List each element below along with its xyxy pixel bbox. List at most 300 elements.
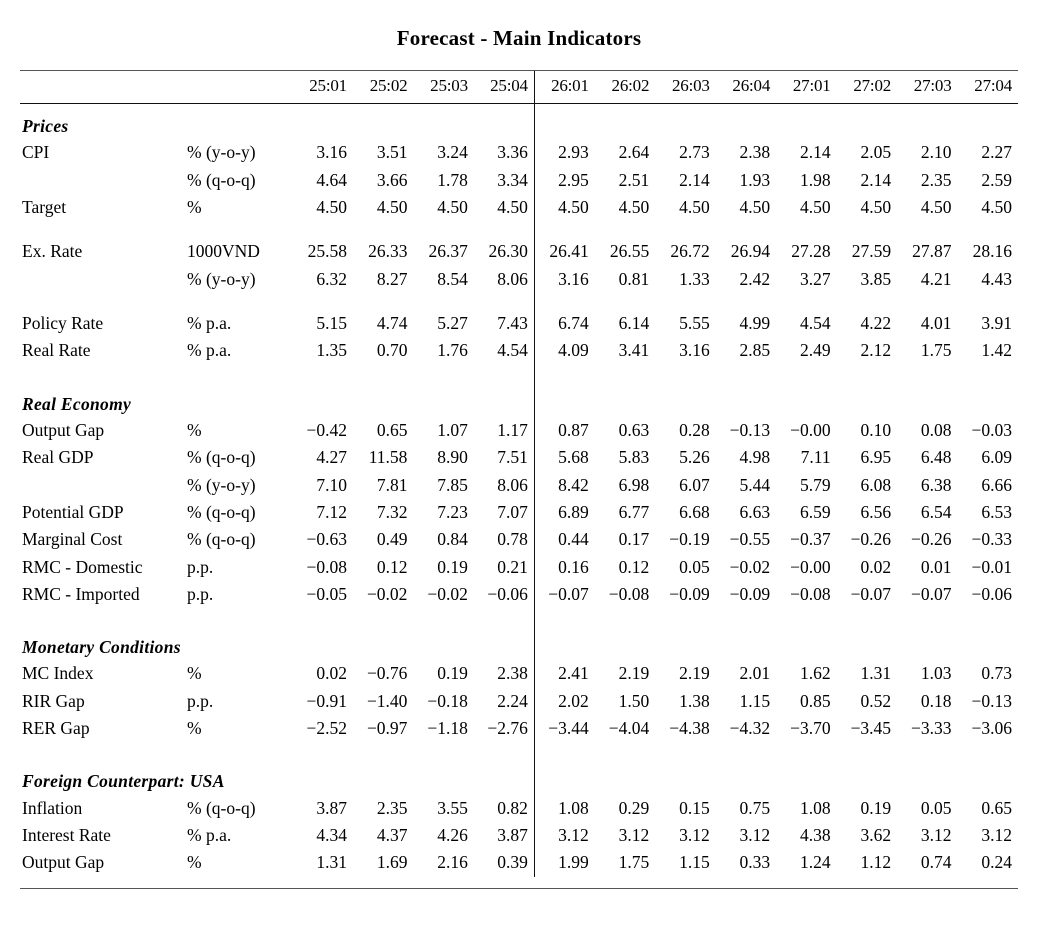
- column-header-27-04: 27:04: [974, 76, 1012, 95]
- data-cell: 2.64: [618, 142, 650, 163]
- data-cell: 1.38: [679, 690, 710, 711]
- data-cell: 1.35: [316, 340, 347, 361]
- data-cell: 4.01: [920, 313, 952, 334]
- data-cell: 8.42: [558, 474, 589, 495]
- data-cell: 0.49: [376, 529, 408, 550]
- data-cell: 1.78: [437, 169, 468, 190]
- row-label: Ex. Rate: [22, 241, 83, 262]
- data-cell: 7.51: [474, 444, 534, 471]
- data-cell: 27.28: [791, 241, 831, 262]
- data-cell: 0.21: [474, 554, 534, 581]
- data-cell: −0.02: [366, 584, 408, 605]
- table-row: [20, 660, 1018, 687]
- data-cell: 4.50: [558, 196, 589, 217]
- data-cell: 2.38: [739, 142, 771, 163]
- group-header-cell: [655, 759, 715, 794]
- forecast-table-container: [20, 70, 1018, 889]
- data-cell: 6.32: [316, 268, 347, 289]
- data-cell: 6.74: [558, 313, 589, 334]
- data-cell: 7.81: [376, 474, 408, 495]
- data-cell: 3.34: [474, 166, 534, 193]
- data-cell: 26.37: [428, 241, 468, 262]
- data-cell: 4.26: [437, 824, 468, 845]
- data-cell: 2.73: [679, 142, 710, 163]
- table-row: [20, 526, 1018, 553]
- data-cell: −0.08: [608, 584, 650, 605]
- data-cell: 0.29: [618, 797, 650, 818]
- data-cell: 7.32: [376, 501, 408, 522]
- group-header-cell: [716, 759, 776, 794]
- group-header-cell: [292, 104, 353, 139]
- data-cell: −0.63: [306, 529, 347, 550]
- data-cell: 0.70: [376, 340, 408, 361]
- group-header-cell: [292, 625, 353, 660]
- data-cell: 6.89: [558, 501, 589, 522]
- header-blank-label: [20, 71, 187, 104]
- data-cell: 0.82: [474, 794, 534, 821]
- group-header-cell: [776, 759, 836, 794]
- column-header-25-02: 25:02: [369, 76, 408, 95]
- data-cell: 6.07: [679, 474, 710, 495]
- data-cell: 8.90: [437, 447, 468, 468]
- data-cell: 4.50: [860, 196, 892, 217]
- data-cell: 0.02: [316, 663, 347, 684]
- data-cell: 3.12: [618, 824, 650, 845]
- data-cell: 3.12: [679, 824, 710, 845]
- data-cell: −4.04: [608, 718, 650, 739]
- data-cell: 0.73: [981, 663, 1012, 684]
- data-cell: 1.08: [799, 797, 831, 818]
- group-header-row: [20, 382, 1018, 417]
- data-cell: 0.19: [860, 797, 892, 818]
- data-cell: 1.24: [799, 852, 831, 873]
- row-label: Marginal Cost: [22, 529, 123, 550]
- data-cell: 5.79: [799, 474, 831, 495]
- group-header-row: [20, 625, 1018, 660]
- table-row: [20, 310, 1018, 337]
- data-cell: 1.42: [981, 340, 1012, 361]
- data-cell: −1.18: [427, 718, 468, 739]
- table-row: [20, 499, 1018, 526]
- data-cell: 0.52: [860, 690, 892, 711]
- group-header-cell: [776, 104, 836, 139]
- data-cell: −0.07: [911, 584, 952, 605]
- data-cell: −0.03: [971, 419, 1012, 440]
- data-cell: −0.02: [427, 584, 468, 605]
- row-unit: p.p.: [187, 556, 214, 577]
- data-cell: 27.59: [851, 241, 892, 262]
- column-header-26-02: 26:02: [611, 76, 650, 95]
- data-cell: 4.34: [316, 824, 347, 845]
- row-unit: % (y-o-y): [187, 142, 256, 163]
- group-header-cell: [837, 382, 897, 417]
- data-cell: 0.12: [376, 556, 408, 577]
- data-cell: 8.06: [474, 266, 534, 293]
- data-cell: 1.12: [860, 852, 892, 873]
- data-cell: 6.14: [618, 313, 650, 334]
- data-cell: 2.95: [558, 169, 589, 190]
- data-cell: 3.12: [920, 824, 952, 845]
- data-cell: 5.83: [618, 447, 650, 468]
- data-cell: 28.16: [972, 241, 1012, 262]
- data-cell: 1.76: [437, 340, 468, 361]
- group-header-cell: [534, 759, 594, 794]
- row-unit: p.p.: [187, 584, 214, 605]
- data-cell: 27.87: [912, 241, 952, 262]
- row-unit: %: [187, 852, 202, 873]
- data-cell: −0.08: [790, 584, 831, 605]
- data-cell: 4.27: [316, 447, 347, 468]
- data-cell: 6.08: [860, 474, 892, 495]
- data-cell: 26.33: [368, 241, 408, 262]
- data-cell: 1.15: [679, 852, 710, 873]
- row-unit: %: [187, 718, 202, 739]
- row-unit: % (q-o-q): [187, 529, 256, 550]
- group-header-cell: [897, 625, 957, 660]
- group-header-cell: [534, 104, 594, 139]
- column-header-25-01: 25:01: [309, 76, 347, 95]
- group-header-cell: [292, 759, 353, 794]
- data-cell: 1.75: [618, 852, 650, 873]
- data-cell: 1.50: [618, 690, 650, 711]
- data-cell: 4.50: [981, 196, 1012, 217]
- data-cell: 0.84: [437, 529, 468, 550]
- row-unit: % (q-o-q): [187, 501, 256, 522]
- row-label: Output Gap: [22, 852, 105, 873]
- row-label: Target: [22, 196, 67, 217]
- data-cell: −0.05: [306, 584, 347, 605]
- data-cell: 7.11: [800, 447, 831, 468]
- group-header-cell: [474, 382, 534, 417]
- data-cell: 3.87: [474, 822, 534, 849]
- row-label: Potential GDP: [22, 501, 124, 522]
- table-row: [20, 849, 1018, 876]
- data-cell: 0.02: [860, 556, 892, 577]
- group-header-cell: [413, 759, 473, 794]
- data-cell: −3.33: [911, 718, 952, 739]
- row-unit: % p.a.: [187, 313, 232, 334]
- data-cell: −3.45: [850, 718, 892, 739]
- data-cell: 2.19: [618, 663, 650, 684]
- row-spacer: [20, 293, 1018, 310]
- data-cell: 2.42: [739, 268, 771, 289]
- data-cell: 0.39: [474, 849, 534, 876]
- data-cell: 5.55: [679, 313, 710, 334]
- data-cell: 0.16: [558, 556, 589, 577]
- data-cell: 3.36: [474, 139, 534, 166]
- data-cell: 7.23: [437, 501, 468, 522]
- data-cell: 1.03: [920, 663, 952, 684]
- data-cell: 1.75: [920, 340, 952, 361]
- data-cell: 2.10: [920, 142, 952, 163]
- group-header-cell: [595, 625, 655, 660]
- table-row: [20, 417, 1018, 444]
- group-header-cell: [716, 625, 776, 660]
- data-cell: −0.19: [669, 529, 710, 550]
- data-cell: 0.28: [679, 419, 710, 440]
- data-cell: 1.93: [739, 169, 771, 190]
- data-cell: 3.91: [981, 313, 1012, 334]
- row-unit: % (q-o-q): [187, 169, 256, 190]
- footer-spacer: [20, 877, 1018, 889]
- data-cell: 0.63: [618, 419, 650, 440]
- data-cell: 2.24: [474, 688, 534, 715]
- group-header-cell: [534, 382, 594, 417]
- data-cell: 26.41: [549, 241, 589, 262]
- data-cell: 0.10: [860, 419, 892, 440]
- page-title: Forecast - Main Indicators: [396, 26, 642, 50]
- data-cell: −4.32: [729, 718, 771, 739]
- data-cell: 2.16: [437, 852, 468, 873]
- table-row: [20, 139, 1018, 166]
- data-cell: 0.18: [920, 690, 952, 711]
- table-row: [20, 337, 1018, 364]
- group-header-cell: [474, 625, 534, 660]
- row-label: RIR Gap: [22, 690, 85, 711]
- group-header-cell: [413, 104, 473, 139]
- group-header-cell: [716, 104, 776, 139]
- row-label: Real GDP: [22, 447, 94, 468]
- data-cell: 0.15: [679, 797, 710, 818]
- data-cell: 2.51: [618, 169, 650, 190]
- data-cell: 1.07: [437, 419, 468, 440]
- data-cell: 26.94: [730, 241, 771, 262]
- data-cell: 0.44: [558, 529, 589, 550]
- row-label: Inflation: [22, 797, 83, 818]
- data-cell: 4.98: [739, 447, 771, 468]
- data-cell: −0.13: [729, 419, 771, 440]
- table-row: [20, 554, 1018, 581]
- data-cell: 4.37: [376, 824, 408, 845]
- data-cell: 2.27: [981, 142, 1012, 163]
- data-cell: 2.38: [474, 660, 534, 687]
- data-cell: 4.50: [316, 196, 347, 217]
- table-row: [20, 194, 1018, 221]
- data-cell: −0.18: [427, 690, 468, 711]
- data-cell: 1.31: [860, 663, 892, 684]
- data-cell: 4.50: [739, 196, 771, 217]
- data-cell: −0.08: [306, 556, 347, 577]
- row-unit: 1000VND: [187, 241, 260, 262]
- group-header-cell: [897, 382, 957, 417]
- group-header-cell: [353, 625, 413, 660]
- row-unit: %: [187, 196, 202, 217]
- data-cell: 6.68: [679, 501, 710, 522]
- column-header-25-04: 25:04: [474, 71, 534, 104]
- column-header-27-03: 27:03: [913, 76, 952, 95]
- data-cell: −0.09: [669, 584, 710, 605]
- group-header-cell: [474, 104, 534, 139]
- data-cell: 6.48: [920, 447, 952, 468]
- data-cell: −0.00: [790, 419, 831, 440]
- data-cell: 26.30: [474, 238, 534, 265]
- data-cell: −3.44: [548, 718, 589, 739]
- row-unit: %: [187, 419, 202, 440]
- data-cell: 3.12: [981, 824, 1012, 845]
- data-cell: 0.74: [920, 852, 952, 873]
- data-cell: 2.49: [799, 340, 831, 361]
- data-cell: 0.78: [474, 526, 534, 553]
- data-cell: 11.58: [368, 447, 408, 468]
- data-cell: 2.35: [920, 169, 952, 190]
- table-row: [20, 166, 1018, 193]
- data-cell: 6.66: [981, 474, 1012, 495]
- data-cell: 0.12: [618, 556, 650, 577]
- data-cell: −3.06: [971, 718, 1012, 739]
- data-cell: 2.14: [679, 169, 710, 190]
- data-cell: 6.38: [920, 474, 952, 495]
- data-cell: 2.01: [739, 663, 771, 684]
- data-cell: 0.19: [437, 556, 468, 577]
- data-cell: 4.38: [799, 824, 831, 845]
- group-title: Foreign Counterpart: USA: [22, 771, 225, 792]
- group-header-cell: [958, 104, 1018, 139]
- group-header-cell: [595, 759, 655, 794]
- table-row: [20, 444, 1018, 471]
- data-cell: −0.37: [790, 529, 831, 550]
- group-header-cell: [897, 759, 957, 794]
- table-row: [20, 238, 1018, 265]
- data-cell: 6.56: [860, 501, 892, 522]
- data-cell: 6.09: [981, 447, 1012, 468]
- data-cell: 3.85: [860, 268, 892, 289]
- data-cell: 3.55: [437, 797, 468, 818]
- data-cell: 8.27: [376, 268, 408, 289]
- data-cell: 4.64: [316, 169, 347, 190]
- data-cell: 4.21: [920, 268, 952, 289]
- table-row: [20, 688, 1018, 715]
- table-row: [20, 822, 1018, 849]
- header-blank-unit: [187, 71, 292, 104]
- data-cell: −1.40: [366, 690, 408, 711]
- data-cell: 2.93: [558, 142, 589, 163]
- row-label: Output Gap: [22, 419, 105, 440]
- data-cell: 26.55: [609, 241, 650, 262]
- group-header-cell: [958, 625, 1018, 660]
- data-cell: 6.63: [739, 501, 771, 522]
- data-cell: −0.91: [306, 690, 347, 711]
- column-header-26-01: 26:01: [551, 76, 589, 95]
- data-cell: 4.74: [376, 313, 408, 334]
- row-spacer: [20, 221, 1018, 238]
- data-cell: 3.12: [739, 824, 771, 845]
- group-header-cell: [958, 382, 1018, 417]
- data-cell: 2.14: [799, 142, 831, 163]
- data-cell: −0.33: [971, 529, 1012, 550]
- data-cell: 3.66: [376, 169, 408, 190]
- table-row: [20, 794, 1018, 821]
- data-cell: 4.50: [474, 194, 534, 221]
- table-footer: [20, 877, 1018, 889]
- row-label: [20, 166, 187, 193]
- data-cell: 3.27: [799, 268, 831, 289]
- group-header-cell: [413, 382, 473, 417]
- data-cell: 0.08: [920, 419, 952, 440]
- row-label: RMC - Imported: [22, 584, 140, 605]
- data-cell: 4.50: [437, 196, 468, 217]
- data-cell: −0.00: [790, 556, 831, 577]
- data-cell: 2.85: [739, 340, 771, 361]
- group-header-cell: [837, 759, 897, 794]
- data-cell: 4.50: [376, 196, 408, 217]
- data-cell: −0.97: [366, 718, 408, 739]
- data-cell: 6.95: [860, 447, 892, 468]
- row-spacer: [20, 608, 1018, 625]
- data-cell: 4.22: [860, 313, 892, 334]
- row-label: MC Index: [22, 663, 94, 684]
- data-cell: 2.12: [860, 340, 892, 361]
- data-cell: −3.70: [790, 718, 831, 739]
- data-cell: −0.42: [306, 419, 347, 440]
- data-cell: 26.72: [670, 241, 710, 262]
- data-cell: −2.52: [306, 718, 347, 739]
- data-cell: 6.53: [981, 501, 1012, 522]
- data-cell: 4.43: [981, 268, 1012, 289]
- data-cell: 1.62: [799, 663, 831, 684]
- data-cell: 1.98: [799, 169, 831, 190]
- data-cell: 3.62: [860, 824, 892, 845]
- data-cell: 0.24: [981, 852, 1012, 873]
- row-unit: % (q-o-q): [187, 797, 256, 818]
- data-cell: −0.09: [729, 584, 771, 605]
- column-header-27-01: 27:01: [792, 76, 831, 95]
- row-label: Real Rate: [22, 340, 91, 361]
- data-cell: −0.01: [971, 556, 1012, 577]
- group-header-cell: [595, 382, 655, 417]
- data-cell: −0.07: [548, 584, 589, 605]
- table-row: [20, 471, 1018, 498]
- group-header-cell: [655, 382, 715, 417]
- data-cell: 6.59: [799, 501, 831, 522]
- row-label: RMC - Domestic: [22, 556, 143, 577]
- data-cell: 4.50: [799, 196, 831, 217]
- data-cell: 6.54: [920, 501, 952, 522]
- row-label: RER Gap: [22, 718, 90, 739]
- group-header-cell: [716, 382, 776, 417]
- group-title: Real Economy: [22, 393, 132, 414]
- group-header-cell: [353, 104, 413, 139]
- group-header-cell: [413, 625, 473, 660]
- row-unit: % (y-o-y): [187, 474, 256, 495]
- data-cell: −0.26: [850, 529, 892, 550]
- data-cell: −0.06: [474, 581, 534, 608]
- column-header-26-04: 26:04: [732, 76, 771, 95]
- data-cell: 5.15: [316, 313, 347, 334]
- data-cell: 0.33: [739, 852, 771, 873]
- group-header-cell: [353, 759, 413, 794]
- data-cell: 0.05: [679, 556, 710, 577]
- group-header-cell: [292, 382, 353, 417]
- row-label: [20, 266, 187, 293]
- data-cell: 4.54: [799, 313, 831, 334]
- group-header-cell: [534, 625, 594, 660]
- data-cell: 2.59: [981, 169, 1012, 190]
- data-cell: 6.77: [618, 501, 650, 522]
- group-header-cell: [897, 104, 957, 139]
- row-unit: % p.a.: [187, 340, 232, 361]
- group-header-cell: [655, 104, 715, 139]
- data-cell: −0.26: [911, 529, 952, 550]
- data-cell: 1.15: [739, 690, 771, 711]
- data-cell: 0.17: [618, 529, 650, 550]
- data-cell: 2.35: [376, 797, 408, 818]
- data-cell: −0.13: [971, 690, 1012, 711]
- group-header-cell: [837, 625, 897, 660]
- data-cell: 1.17: [474, 417, 534, 444]
- data-cell: 0.87: [558, 419, 589, 440]
- forecast-table: [20, 70, 1018, 889]
- table-row: [20, 266, 1018, 293]
